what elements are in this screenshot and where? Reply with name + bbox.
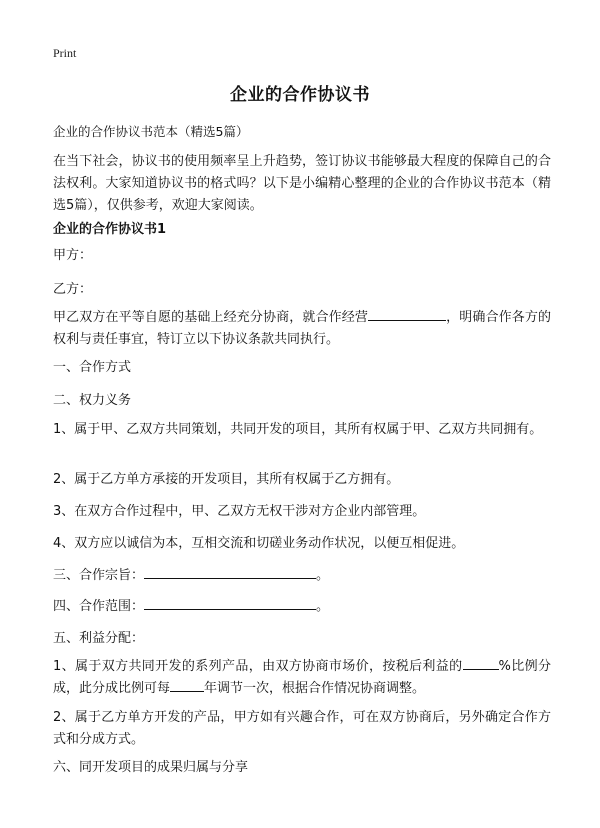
clause-rule-1: 1、属于甲、乙双方共同策划，共同开发的项目，其所有权属于甲、乙双方共同拥有。	[53, 422, 543, 437]
adjust-years-blank	[170, 678, 204, 692]
cooperation-blank	[368, 307, 446, 321]
clause-purpose	[53, 565, 329, 587]
intro-paragraph: 在当下社会，协议书的使用频率呈上升趋势，签订协议书能够最大程度的保障自己的合法权利。大家知道协议书的格式吗？以下是小编精心整理的企业的合作协议书范本（精选5篇），仅供参考，欢迎大家阅读。	[53, 154, 551, 213]
party-b-line: 乙方：	[53, 282, 93, 297]
page-title: 企业的合作协议书	[230, 85, 370, 105]
profit1-part3: 分成，此分成比例可每	[53, 659, 551, 696]
document-subtitle: 企业的合作协议书范本（精选5篇）	[53, 124, 249, 139]
print-link[interactable]: Print	[53, 46, 77, 60]
clause-rule-3: 3、在双方合作过程中，甲、乙双方无权干涉对方企业内部管理。	[53, 504, 426, 519]
clause-profit-1	[53, 656, 551, 700]
clause-rule-4: 4、双方应以诚信为本，互相交流和切磋业务动作状况，以便互相促进。	[53, 536, 465, 551]
section-heading-1: 企业的合作协议书1	[53, 222, 167, 237]
profit-ratio-blank	[463, 656, 499, 670]
clause-rights-duties: 二、权力义务	[53, 393, 132, 408]
clause-rule-2: 2、属于乙方单方承接的开发项目，其所有权属于乙方拥有。	[53, 472, 400, 487]
profit1-part2: %比例	[498, 659, 538, 674]
party-a-line: 甲方：	[53, 248, 93, 263]
clause-scope	[53, 596, 329, 618]
purpose-blank	[144, 565, 316, 579]
scope-end: 。	[316, 599, 330, 614]
clause-profit-2: 2、属于乙方单方开发的产品，甲方如有兴趣合作，可在双方协商后，另外确定合作方式和分成方式。	[53, 710, 551, 747]
purpose-label: 三、合作宗旨：	[53, 568, 145, 583]
clause-profit: 五、利益分配：	[53, 631, 145, 646]
clause-cooperation-mode: 一、合作方式	[53, 360, 132, 375]
purpose-end: 。	[316, 568, 330, 583]
scope-blank	[144, 596, 316, 610]
preamble-text-end: ，明确合作各方的权利与责任事宜，特订立以下协议条款共同执行。	[53, 310, 551, 347]
profit1-part1: 1、属于双方共同开发的系列产品，由双方协商市场价，按税后利益的	[53, 659, 463, 674]
preamble-paragraph	[53, 307, 551, 351]
profit1-part4: 年调节一次，根据合作情况协商调整。	[204, 681, 426, 696]
clause-results: 六、同开发项目的成果归属与分享	[53, 760, 249, 775]
preamble-text-start: 甲乙双方在平等自愿的基础上经充分协商，就合作经营	[53, 310, 368, 325]
scope-label: 四、合作范围：	[53, 599, 145, 614]
